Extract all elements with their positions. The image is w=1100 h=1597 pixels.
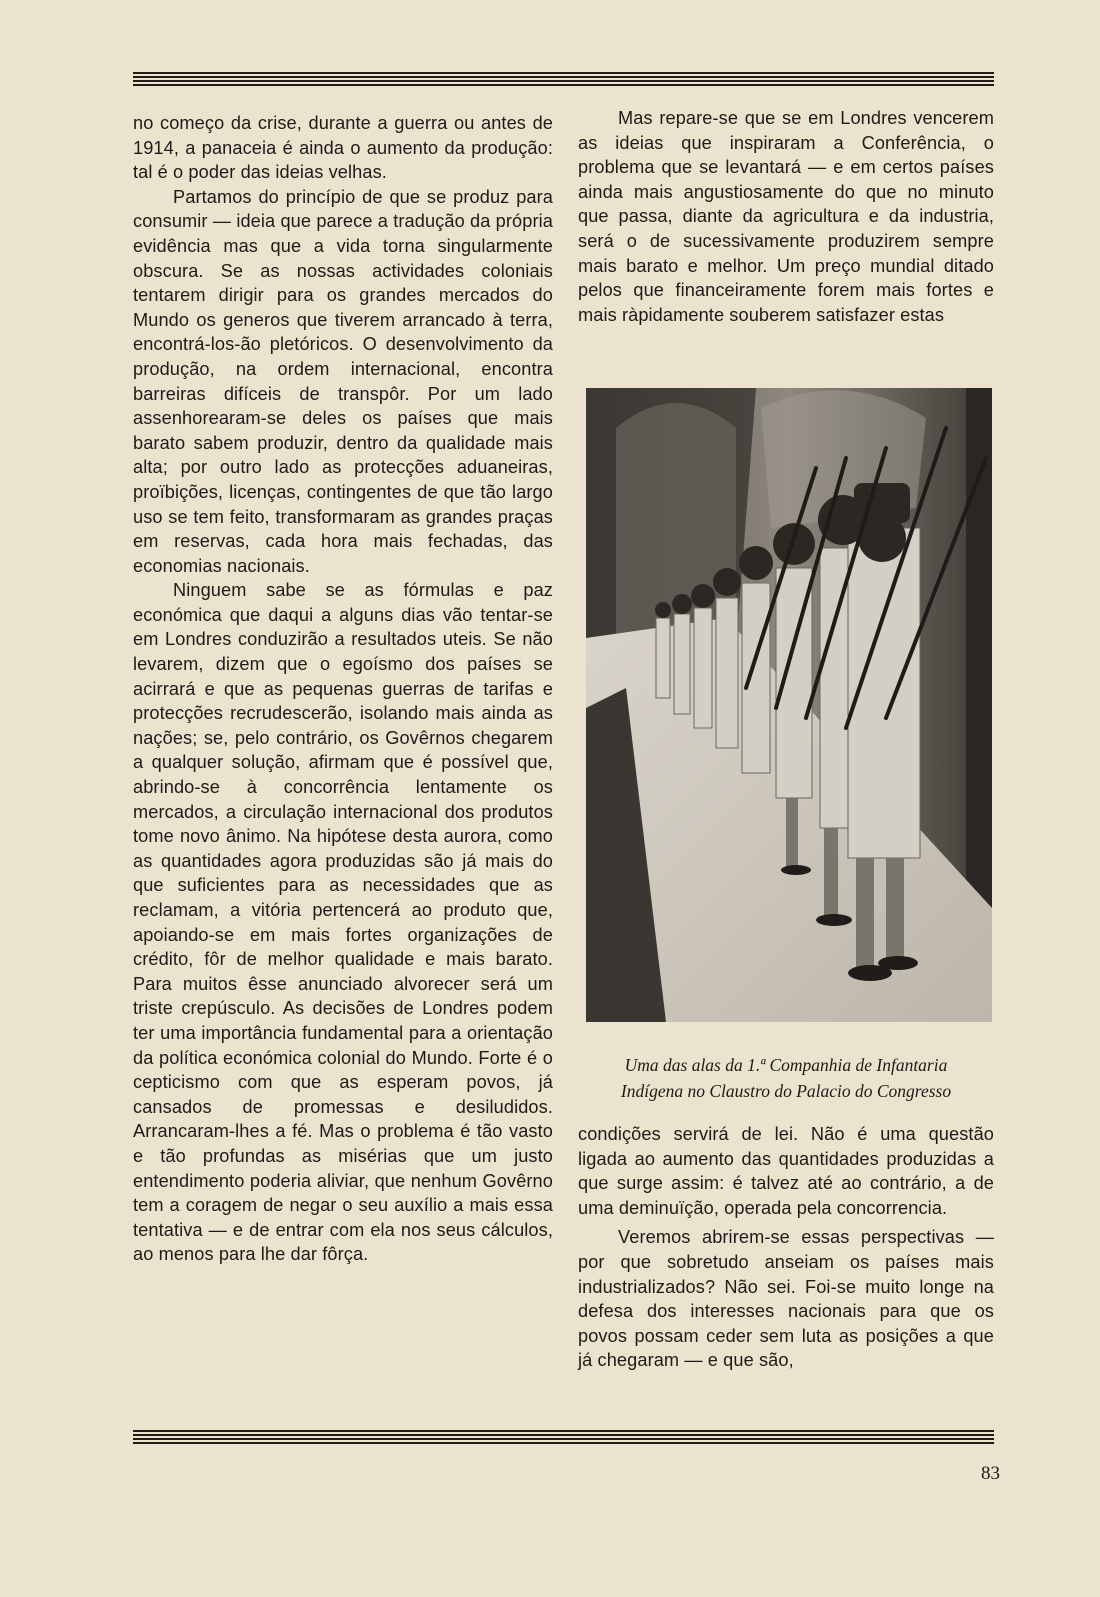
- photo-caption: [578, 1052, 994, 1104]
- left-paragraph-3: Ninguem sabe se as fórmulas e paz económica que daqui a alguns dias vão tentar-se em Londres conduzirão a resultados uteis. Se não levarem, dizem que o egoísmo dos países se acirrará e que as pequenas guerras de tarifas e protecções recrudescerão, isolando mais ainda as nações; se, pelo contrário, os Govêrnos chegarem a qualquer solução, afirmam que é possível que, abrindo-se à concorrência lentamente os mercados, a circulação internacional dos produtos tome novo ânimo. Na hipótese desta aurora, como as quantidades agora produzidas são já mais do que suficientes para as necessidades que as reclamam, a vitória pertencerá ao produto que, apoiando-se em mais fortes organizações de crédito, fôr de melhor qualidade e mais barato. Para muitos êsse anunciado alvorecer será um triste crepúsculo. As decisões de Londres podem ter uma importância fundamental para a orientação da política económica colonial do Mundo. Forte é o cepticismo com que as esperam povos, já cansados de promessas e desiludidos. Arrancaram-lhes a fé. Mas o problema é tão vasto e tão profundas as misérias que um justo entendimento poderia aliviar, que nenhum Govêrno tem a coragem de negar o seu auxílio a mais essa tentativa — e de entrar com ela nos seus cálculos, ao menos para lhe dar fôrça.: [133, 580, 553, 1265]
- left-paragraph-1: no começo da crise, durante a guerra ou antes de 1914, a panaceia é ainda o aumento da produção: tal é o poder das ideias velhas.: [133, 113, 553, 183]
- caption-line-2: Indígena no Claustro do Palacio do Congresso: [620, 1081, 952, 1101]
- right-paragraph-1: Mas repare-se que se em Londres vencerem as ideias que inspiraram a Conferência, o problema que se levantará — e em certos países ainda mais angustiosamente do que no minuto que passa, diante da agricultura e da industria, será o de sucessivamente produzirem sempre mais barato e melhor. Um preço mundial ditado pelos que financeiramente forem mais fortes e mais ràpidamente souberem satisfazer estas: [578, 108, 994, 325]
- page-number: 83: [981, 1463, 1000, 1484]
- photograph-soldiers: [586, 388, 992, 1022]
- caption-line-1: Uma das alas da 1.ª Companhia de Infantaria: [624, 1055, 948, 1075]
- right-paragraph-2: condições servirá de lei. Não é uma questão ligada ao aumento das quantidades produzidas a que surge assim: é talvez até ao contrário, a de uma deminuïção, operada pela concorrencia.: [578, 1124, 994, 1218]
- right-column-top: [578, 106, 994, 327]
- left-paragraph-2: Partamos do princípio de que se produz para consumir — ideia que parece a tradução da própria evidência mas que a vida torna singularmente obscura. Se as nossas actividades coloniais tentarem dirigir para os grandes mercados do Mundo os generos que tiverem arrancado à terra, encontrá-los-ão pletóricos. O desenvolvimento da produção, na ordem internacional, encontra barreiras difíceis de transpôr. Por um lado assenhorearam-se deles os países que mais barato sabem produzir, dentro da qualidade mais alta; por outro lado as protecções aduaneiras, proïbições, licenças, contingentes de que tão largo uso se tem feito, transformaram as grandes praças em reservas, cada hora mais fechadas, das economias nacionais.: [133, 186, 553, 576]
- bottom-rule: [133, 1430, 994, 1444]
- left-column: [133, 111, 553, 1267]
- right-column-bottom: [578, 1122, 994, 1373]
- right-paragraph-3: Veremos abrirem-se essas perspectivas — por que sobretudo anseiam os países mais industrializados? Não sei. Foi-se muito longe na defesa dos interesses nacionais para que os povos possam ceder sem luta as posições a que já chegaram — e que são,: [578, 1227, 994, 1371]
- top-rule: [133, 72, 994, 86]
